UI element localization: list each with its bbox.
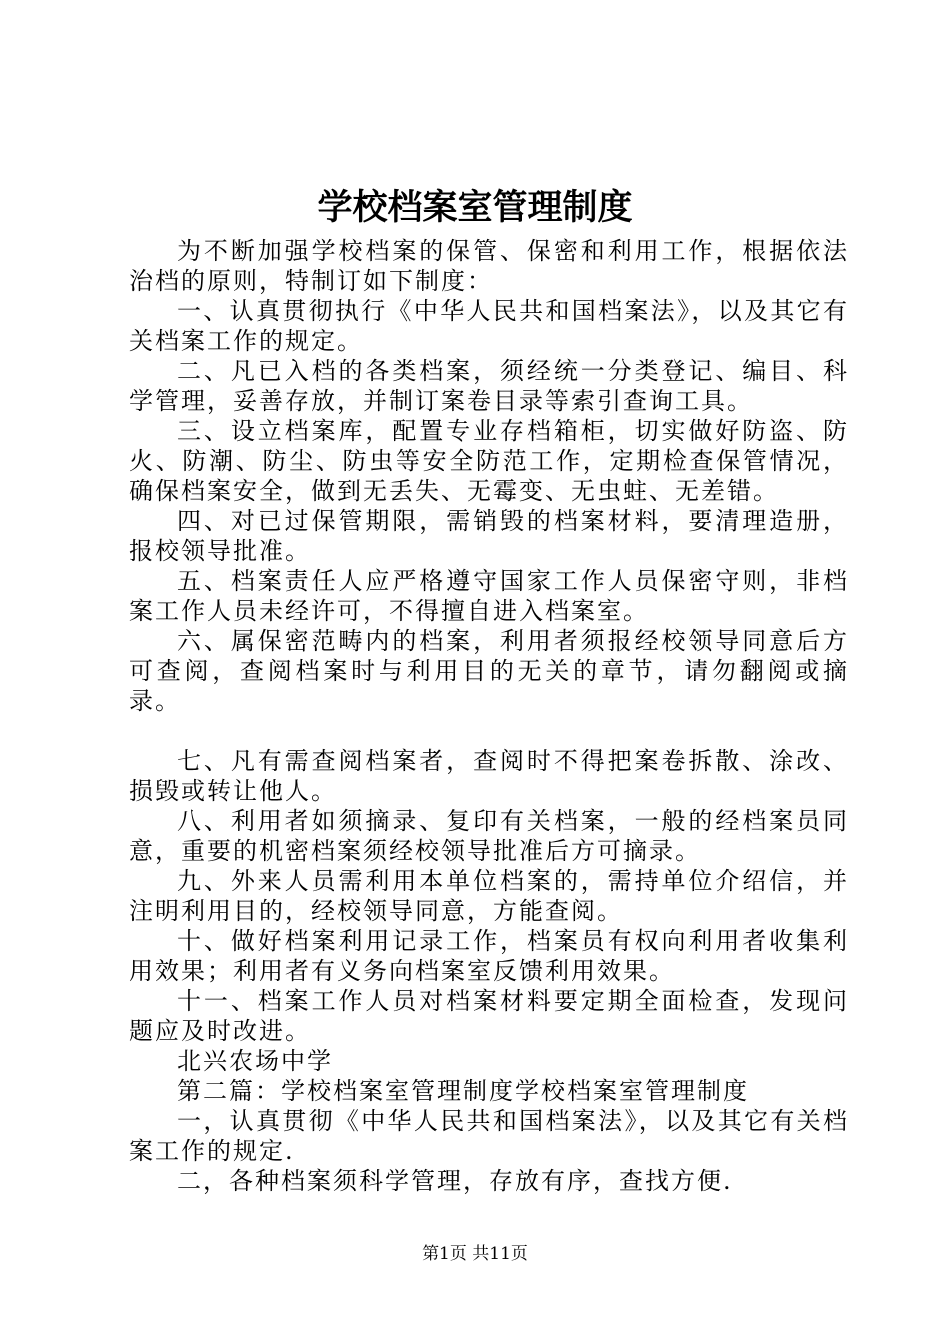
paragraph-rule-4: 四、对已过保管期限，需销毁的档案材料，要清理造册，报校领导批准。 — [129, 507, 849, 565]
paragraph-second-rule-1: 一，认真贯彻《中华人民共和国档案法》，以及其它有关档案工作的规定. — [129, 1107, 849, 1165]
paragraph-rule-3: 三、设立档案库，配置专业存档箱柜，切实做好防盗、防火、防潮、防尘、防虫等安全防范工作，定期检查保管情况，确保档案安全，做到无丢失、无霉变、无虫蛀、无差错。 — [129, 417, 849, 505]
document-title: 学校档案室管理制度 — [317, 187, 633, 228]
paragraph-rule-9: 九、外来人员需利用本单位档案的，需持单位介绍信，并注明利用目的，经校领导同意，方能查阅。 — [129, 867, 849, 925]
paragraph-rule-7: 七、凡有需查阅档案者，查阅时不得把案卷拆散、涂改、损毁或转让他人。 — [129, 747, 849, 805]
paragraph-second-rule-2: 二，各种档案须科学管理，存放有序，查找方便. — [177, 1167, 733, 1195]
paragraph-rule-5: 五、档案责任人应严格遵守国家工作人员保密守则，非档案工作人员未经许可，不得擅自进入档案室。 — [129, 567, 849, 625]
paragraph-rule-6: 六、属保密范畴内的档案，利用者须报经校领导同意后方可查阅，查阅档案时与利用目的无关的章节，请勿翻阅或摘录。 — [129, 627, 849, 715]
document-body — [129, 236, 849, 1196]
page-footer: 第1页 共11页 — [422, 1244, 528, 1264]
paragraph-signature: 北兴农场中学 — [177, 1047, 333, 1075]
paragraph-intro: 为不断加强学校档案的保管、保密和利用工作，根据依法治档的原则，特制订如下制度： — [129, 237, 849, 295]
paragraph-second-heading: 第二篇：学校档案室管理制度学校档案室管理制度 — [177, 1077, 749, 1105]
paragraph-rule-8: 八、利用者如须摘录、复印有关档案，一般的经档案员同意，重要的机密档案须经校领导批准后方可摘录。 — [129, 807, 849, 865]
paragraph-rule-1: 一、认真贯彻执行《中华人民共和国档案法》，以及其它有关档案工作的规定。 — [129, 297, 849, 355]
paragraph-rule-11: 十一、档案工作人员对档案材料要定期全面检查，发现问题应及时改进。 — [129, 987, 849, 1045]
paragraph-rule-10: 十、做好档案利用记录工作，档案员有权向利用者收集利用效果；利用者有义务向档案室反馈利用效果。 — [129, 927, 849, 985]
paragraph-rule-2: 二、凡已入档的各类档案，须经统一分类登记、编目、科学管理，妥善存放，并制订案卷目录等索引查询工具。 — [129, 357, 849, 415]
